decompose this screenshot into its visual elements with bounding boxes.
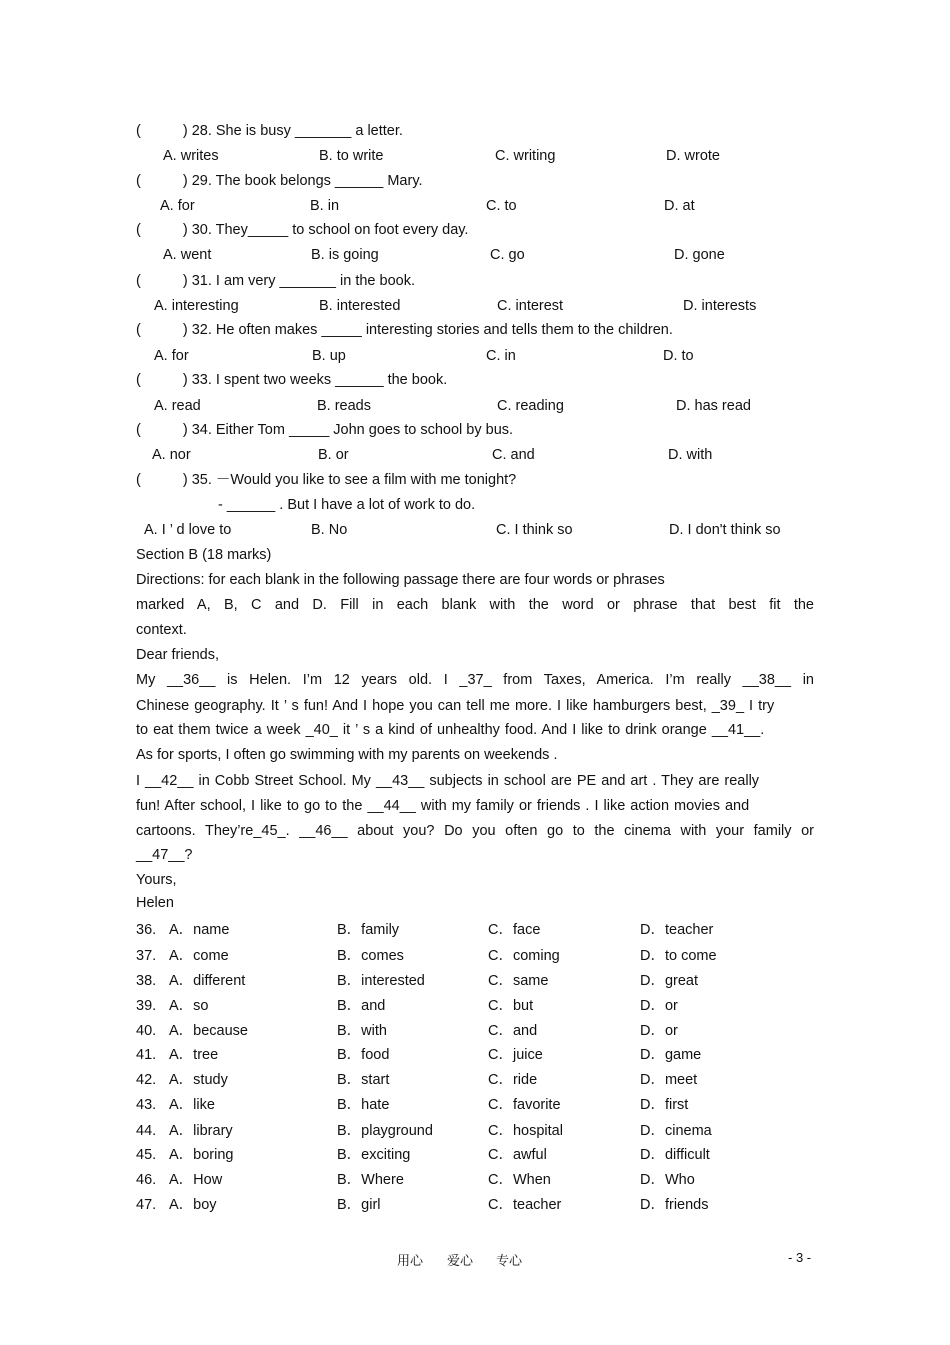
option-b: B. or: [318, 447, 349, 463]
cloze-option-c: C．but: [488, 998, 534, 1014]
cloze-option-b: B．playground: [337, 1123, 433, 1139]
cloze-option-b: B．hate: [337, 1097, 390, 1113]
cloze-option-d: D．or: [640, 1023, 678, 1039]
cloze-option-b: B．food: [337, 1047, 390, 1063]
cloze-option-c: C．juice: [488, 1047, 543, 1063]
cloze-option-d: D．first: [640, 1097, 689, 1113]
passage-line: to eat them twice a week _40_ it ’ s a kind of unhealthy food. And I like to drink orange __41__.: [136, 722, 765, 738]
cloze-option-a: A．so: [169, 998, 209, 1014]
option-d: D. with: [668, 447, 713, 463]
option-c: C. reading: [497, 398, 564, 414]
question-stem: ) 30. They_____ to school on foot every day.: [182, 222, 469, 238]
option-b: B. is going: [311, 247, 379, 263]
option-d: D. to: [663, 348, 694, 364]
cloze-option-c: C．face: [488, 922, 541, 938]
cloze-option-a: A．like: [169, 1097, 215, 1113]
cloze-item-number: 36.: [136, 922, 157, 938]
cloze-option-d: D．meet: [640, 1072, 698, 1088]
cloze-option-b: B．family: [337, 922, 400, 938]
cloze-option-b: B．and: [337, 998, 386, 1014]
cloze-option-a: A．library: [169, 1123, 233, 1139]
question-35-reply: - ______ . But I have a lot of work to do.: [218, 497, 476, 513]
question-paren: (: [136, 273, 141, 289]
option-c: C. go: [490, 247, 525, 263]
question-35: [136, 471, 516, 489]
footer-motto: 专心: [496, 1254, 523, 1269]
question-paren: (: [136, 322, 141, 338]
passage-line: fun! After school, I like to go to the __44__ with my family or friends . I like action movies and: [136, 798, 750, 814]
option-a: A. I ’ d love to: [144, 522, 232, 538]
question-33: [136, 371, 447, 389]
question-paren: (: [136, 173, 141, 189]
option-c: C. and: [492, 447, 535, 463]
cloze-option-d: D．friends: [640, 1197, 709, 1213]
cloze-item-number: 38.: [136, 973, 157, 989]
option-a: A. for: [160, 198, 195, 214]
cloze-option-c: C．coming: [488, 948, 560, 964]
question-stem: ) 28. She is busy _______ a letter.: [182, 123, 403, 139]
option-c: C. interest: [497, 298, 564, 314]
option-d: D. wrote: [666, 148, 720, 164]
passage-line: As for sports, I often go swimming with my parents on weekends .: [136, 747, 558, 763]
cloze-option-c: C．same: [488, 973, 549, 989]
cloze-option-a: A．study: [169, 1072, 228, 1088]
cloze-option-c: C．When: [488, 1172, 551, 1188]
cloze-option-d: D．Who: [640, 1172, 695, 1188]
passage-line: My __36__ is Helen. I’m 12 years old. I _37_ from Taxes, America. I’m really __38__ in: [136, 672, 814, 688]
cloze-option-b: B．with: [337, 1023, 387, 1039]
option-a: A. nor: [152, 447, 191, 463]
cloze-option-d: D．great: [640, 973, 699, 989]
cloze-option-b: B．start: [337, 1072, 390, 1088]
cloze-option-d: D．cinema: [640, 1123, 712, 1139]
footer-motto: 用心: [397, 1254, 424, 1269]
cloze-item-number: 46.: [136, 1172, 157, 1188]
option-b: B. up: [312, 348, 346, 364]
cloze-option-a: A．How: [169, 1172, 223, 1188]
cloze-option-a: A．different: [169, 973, 246, 989]
cloze-option-c: C．teacher: [488, 1197, 562, 1213]
cloze-item-number: 40.: [136, 1023, 157, 1039]
cloze-item-number: 37.: [136, 948, 157, 964]
directions-line: marked A, B, C and D. Fill in each blank with the word or phrase that best fit the: [136, 597, 814, 613]
cloze-option-a: A．tree: [169, 1047, 219, 1063]
page-number: - 3 -: [788, 1250, 812, 1265]
cloze-option-a: A．come: [169, 948, 229, 964]
option-b: B. No: [311, 522, 348, 538]
option-c: C. I think so: [496, 522, 573, 538]
cloze-option-a: A．name: [169, 922, 230, 938]
question-paren: (: [136, 372, 141, 388]
question-paren: (: [136, 422, 141, 438]
cloze-item-number: 39.: [136, 998, 157, 1014]
cloze-option-b: B．interested: [337, 973, 425, 989]
question-stem: ) 34. Either Tom _____ John goes to school by bus.: [182, 422, 514, 438]
letter-greeting: Dear friends,: [136, 647, 220, 663]
cloze-option-b: B．girl: [337, 1197, 381, 1213]
option-c: C. in: [486, 348, 516, 364]
question-29: [136, 172, 423, 190]
cloze-option-b: B．exciting: [337, 1147, 411, 1163]
cloze-option-d: D．teacher: [640, 922, 714, 938]
question-stem: ) 31. I am very _______ in the book.: [182, 273, 415, 289]
cloze-item-number: 43.: [136, 1097, 157, 1113]
passage-line: I __42__ in Cobb Street School. My __43__ subjects in school are PE and art . They are really: [136, 773, 760, 789]
cloze-option-c: C．favorite: [488, 1097, 561, 1113]
option-b: B. to write: [319, 148, 384, 164]
passage-line: cartoons. They’re_45_. __46__ about you? Do you often go to the cinema with your family or: [136, 823, 814, 839]
option-d: D. interests: [683, 298, 757, 314]
option-a: A. interesting: [154, 298, 239, 314]
cloze-item-number: 47.: [136, 1197, 157, 1213]
question-stem: ) 29. The book belongs ______ Mary.: [182, 173, 423, 189]
option-a: A. writes: [163, 148, 219, 164]
option-a: A. for: [154, 348, 189, 364]
question-stem: ) 35. －Would you like to see a film with me tonight?: [182, 472, 517, 488]
letter-closing: Yours,: [136, 872, 177, 888]
footer-motto: 爱心: [447, 1254, 474, 1269]
option-a: A. read: [154, 398, 201, 414]
question-32: [136, 321, 673, 339]
question-paren: (: [136, 472, 141, 488]
option-d: D. has read: [676, 398, 751, 414]
option-c: C. to: [486, 198, 517, 214]
passage-line: __47__?: [136, 847, 193, 863]
cloze-option-a: A．because: [169, 1023, 248, 1039]
cloze-option-a: A．boring: [169, 1147, 234, 1163]
option-a: A. went: [163, 247, 212, 263]
question-31: [136, 272, 415, 290]
cloze-item-number: 45.: [136, 1147, 157, 1163]
cloze-option-c: C．hospital: [488, 1123, 563, 1139]
cloze-option-b: B．comes: [337, 948, 404, 964]
directions-line: context.: [136, 622, 187, 638]
option-d: D. at: [664, 198, 695, 214]
cloze-item-number: 42.: [136, 1072, 157, 1088]
question-30: [136, 221, 468, 239]
letter-signature: Helen: [136, 895, 174, 911]
option-d: D. I don't think so: [669, 522, 781, 538]
option-b: B. reads: [317, 398, 371, 414]
directions-line: Directions: for each blank in the following passage there are four words or phrases: [136, 572, 665, 588]
cloze-option-b: B．Where: [337, 1172, 404, 1188]
option-c: C. writing: [495, 148, 556, 164]
question-stem: ) 33. I spent two weeks ______ the book.: [182, 372, 448, 388]
cloze-option-d: D．game: [640, 1047, 702, 1063]
passage-line: Chinese geography. It ’ s fun! And I hope you can tell me more. I like hamburgers best, _39_ I try: [136, 698, 775, 714]
cloze-option-a: A．boy: [169, 1197, 217, 1213]
question-paren: (: [136, 123, 141, 139]
option-d: D. gone: [674, 247, 725, 263]
option-b: B. interested: [319, 298, 401, 314]
question-stem: ) 32. He often makes _____ interesting stories and tells them to the children.: [182, 322, 673, 338]
cloze-option-c: C．ride: [488, 1072, 538, 1088]
question-34: [136, 421, 513, 439]
cloze-option-d: D．or: [640, 998, 678, 1014]
question-28: [136, 122, 403, 140]
cloze-item-number: 41.: [136, 1047, 157, 1063]
cloze-option-d: D．difficult: [640, 1147, 710, 1163]
section-title: Section B (18 marks): [136, 547, 272, 563]
cloze-option-c: C．and: [488, 1023, 538, 1039]
cloze-option-c: C．awful: [488, 1147, 547, 1163]
option-b: B. in: [310, 198, 340, 214]
question-paren: (: [136, 222, 141, 238]
cloze-item-number: 44.: [136, 1123, 157, 1139]
cloze-option-d: D．to come: [640, 948, 717, 964]
